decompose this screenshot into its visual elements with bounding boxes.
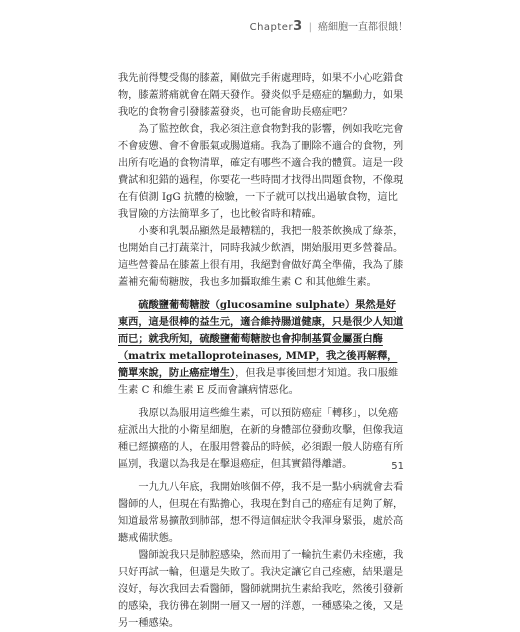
header-separator: | [308, 22, 312, 33]
paragraph-2: 為了監控飲食，我必須注意食物對我的影響，例如我吃完會不會疲憊、會不會脹氣或腸道痛。我為了刪除不適合的食物，列出所有吃過的食物清單，確定有哪些不適合我的體質。這是一段費試和犯錯的過程，你要花一些時間才找得出問題食物，不像現在有偵測 IgG 抗體的檢驗，一下子就可以找出過敏食物，這比我冒險的方法簡單多了，也比較省時和精確。 [118, 124, 404, 220]
chapter-label [250, 19, 303, 34]
chapter-title: 癌細胞一直都很餓！ [318, 22, 408, 33]
page-number: 51 [391, 461, 404, 472]
paragraph-1: 我先前得雙受傷的膝蓋，剛做完手術處理時，如果不小心吃錯食物，膝蓋將痛就會在隔天發作。發炎似乎是癌症的驅動力，如果我吃的食物會引發膝蓋發炎，也可能會助長癌症吧？ [118, 73, 404, 118]
highlighted-text: 硫酸鹽葡萄糖胺（glucosamine sulphate）果然是好東西，這是很棒的益生元，適合維持腸道健康，只是很少人知道而已；就我所知，硫酸鹽葡萄糖胺也會抑制基質金屬蛋白酶（matrix metalloproteinases, MMP，我之後再解釋，簡單來說，防止癌症增生） [118, 299, 404, 379]
paragraph-4 [118, 297, 406, 399]
paragraph-7: 醫師說我只是肺腔感染，然而用了一輪抗生素仍未痊癒，我只好再試一輪，但還是失敗了。我決定讓它自己痊癒，結果還是沒好，每次我回去看醫師，醫師就開抗生素給我吃，然後引發新的感染，我彷彿在剝開一層又一層的洋蔥，一種感染之後，又是另一種感染。 [118, 550, 404, 629]
paragraph-6: 一九九八年底，我開始咳個不停，我不是一點小病就會去看醫師的人，但現在有點擔心，我現在對自己的癌症有足夠了解，知道最常易擴散到肺部，想不得這個症狀令我渾身緊張，處於高聽戒備狀態。 [118, 482, 404, 544]
paragraph-5: 我原以為服用這些維生素，可以預防癌症「轉移」，以免癌症派出大批的小衛星細胞，在新的身體部位發動攻擊，但像我這種已經擴癌的人，在服用營養品的時候，必須跟一般人防癌有所區別，我還以為我是在擊退癌症，但其實錯得離譜。 [118, 408, 404, 470]
running-header [250, 18, 408, 34]
paragraph-4-rest: ，但我是事後回想才知道。我口服維生素 C 和維生素 E 反而會讓病情惡化。 [118, 368, 399, 396]
paragraph-3: 小麥和乳製品顯然是最糟糕的，我把一般茶飲換成了綠茶，也開始自己打蔬菜汁，同時我減少飲酒，開始服用更多營養品。這些營養品在膝蓋上很有用，我絕對會做好萬全準備，我為了膝蓋補充葡萄糖胺，我也多加攝取維生素 C 和其他維生素。 [118, 226, 404, 288]
chapter-prefix: Chapter [249, 22, 294, 33]
page-body [118, 70, 406, 632]
chapter-number: 3 [293, 19, 303, 34]
